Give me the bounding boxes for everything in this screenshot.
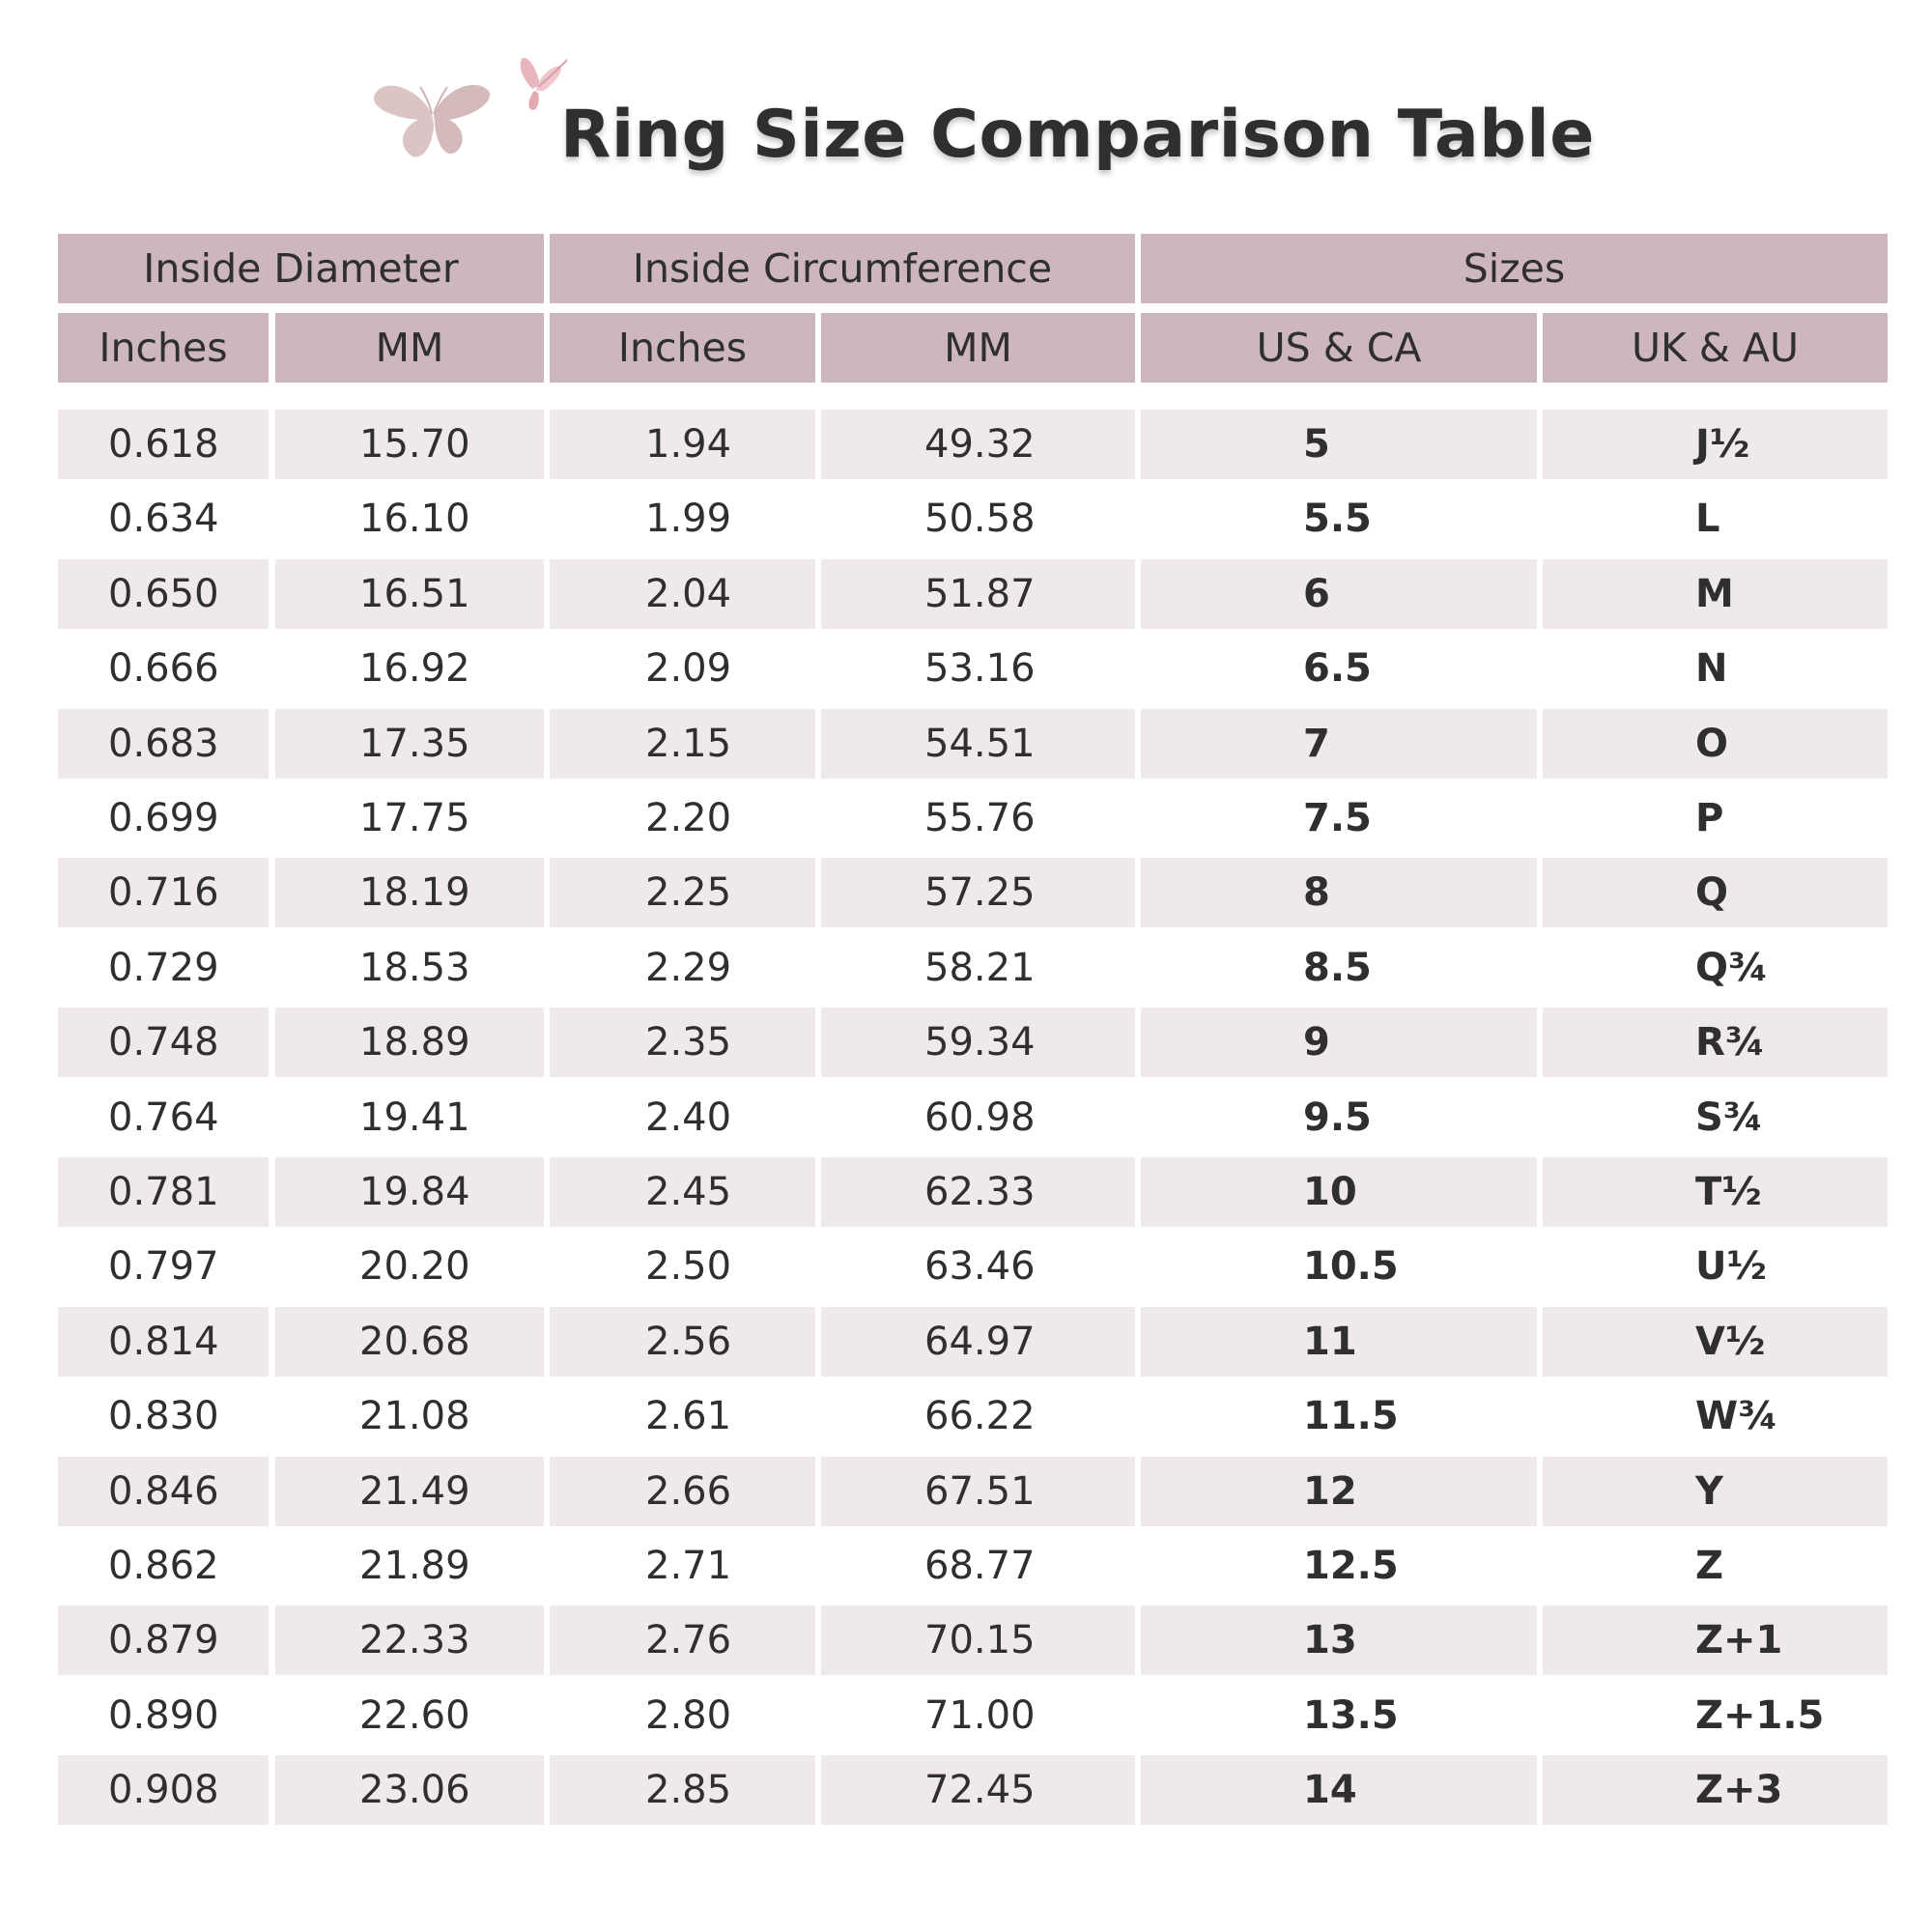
cell-diameter-mm: 20.68 bbox=[275, 1307, 544, 1377]
cell-diameter-mm: 23.06 bbox=[275, 1755, 544, 1825]
cell-diameter-inches: 0.650 bbox=[58, 559, 269, 629]
cell-diameter-inches: 0.862 bbox=[108, 1544, 219, 1588]
table-row bbox=[58, 858, 1888, 927]
column-header-circumference-inches: Inches bbox=[550, 313, 815, 383]
cell-diameter-inches: 0.683 bbox=[58, 709, 269, 779]
cell-uk-au-size: W¾ bbox=[1695, 1394, 1778, 1439]
table-row bbox=[58, 1008, 1888, 1077]
cell-circumference-mm: 72.45 bbox=[821, 1755, 1135, 1825]
cell-diameter-mm: 18.19 bbox=[275, 858, 544, 927]
cell-uk-au-size: U½ bbox=[1695, 1244, 1767, 1290]
cell-circumference-mm: 54.51 bbox=[821, 709, 1135, 779]
table-row bbox=[58, 410, 1888, 479]
table-row bbox=[58, 634, 1888, 703]
group-header-inside-circumference: Inside Circumference bbox=[550, 234, 1135, 303]
cell-circumference-mm: 59.34 bbox=[821, 1008, 1135, 1077]
cell-circumference-mm: 60.98 bbox=[924, 1094, 1036, 1140]
cell-circumference-inches: 2.35 bbox=[550, 1008, 815, 1077]
cell-us-ca-size: 9 bbox=[1141, 1008, 1537, 1077]
table-row bbox=[58, 559, 1888, 629]
cell-uk-au-size: Q bbox=[1543, 858, 1888, 927]
cell-circumference-inches: 2.66 bbox=[550, 1457, 815, 1526]
butterfly-icon bbox=[372, 75, 493, 160]
cell-uk-au-size: N bbox=[1695, 646, 1728, 692]
cell-circumference-mm: 62.33 bbox=[821, 1157, 1135, 1227]
cell-uk-au-size: R¾ bbox=[1543, 1008, 1888, 1077]
cell-circumference-mm: 66.22 bbox=[924, 1394, 1036, 1439]
cell-us-ca-size: 7.5 bbox=[1303, 796, 1372, 840]
cell-diameter-inches: 0.879 bbox=[58, 1605, 269, 1675]
cell-us-ca-size: 8 bbox=[1141, 858, 1537, 927]
table-row bbox=[58, 484, 1888, 554]
cell-us-ca-size: 11.5 bbox=[1303, 1394, 1399, 1439]
cell-circumference-mm: 55.76 bbox=[924, 796, 1036, 840]
table-row bbox=[58, 1457, 1888, 1526]
cell-diameter-mm: 16.51 bbox=[275, 559, 544, 629]
cell-uk-au-size: Z+1 bbox=[1543, 1605, 1888, 1675]
column-header-us-ca: US & CA bbox=[1141, 313, 1537, 383]
cell-uk-au-size: V½ bbox=[1543, 1307, 1888, 1377]
cell-us-ca-size: 10 bbox=[1141, 1157, 1537, 1227]
cell-diameter-inches: 0.908 bbox=[58, 1755, 269, 1825]
table-row bbox=[58, 1755, 1888, 1825]
column-header-diameter-inches: Inches bbox=[58, 313, 269, 383]
cell-diameter-inches: 0.716 bbox=[58, 858, 269, 927]
cell-circumference-inches: 2.25 bbox=[550, 858, 815, 927]
cell-uk-au-size: L bbox=[1695, 497, 1720, 542]
cell-us-ca-size: 9.5 bbox=[1303, 1094, 1372, 1140]
column-header-uk-au: UK & AU bbox=[1543, 313, 1888, 383]
cell-circumference-inches: 2.29 bbox=[645, 945, 732, 990]
table-row bbox=[58, 933, 1888, 1003]
cell-us-ca-size: 7 bbox=[1141, 709, 1537, 779]
cell-uk-au-size: M bbox=[1543, 559, 1888, 629]
cell-us-ca-size: 13 bbox=[1141, 1605, 1537, 1675]
table-row bbox=[58, 1381, 1888, 1451]
table-row bbox=[58, 783, 1888, 853]
cell-circumference-inches: 2.40 bbox=[645, 1094, 732, 1140]
cell-uk-au-size: Z bbox=[1695, 1544, 1724, 1588]
column-header-circumference-mm: MM bbox=[821, 313, 1135, 383]
cell-diameter-inches: 0.748 bbox=[58, 1008, 269, 1077]
cell-us-ca-size: 6.5 bbox=[1303, 646, 1372, 692]
cell-diameter-inches: 0.618 bbox=[58, 410, 269, 479]
cell-diameter-inches: 0.666 bbox=[108, 646, 219, 692]
cell-circumference-inches: 2.85 bbox=[550, 1755, 815, 1825]
cell-us-ca-size: 5.5 bbox=[1303, 497, 1372, 542]
cell-us-ca-size: 14 bbox=[1141, 1755, 1537, 1825]
cell-diameter-mm: 18.89 bbox=[275, 1008, 544, 1077]
cell-circumference-mm: 68.77 bbox=[924, 1544, 1036, 1588]
cell-uk-au-size: P bbox=[1695, 796, 1724, 840]
cell-diameter-inches: 0.781 bbox=[58, 1157, 269, 1227]
cell-us-ca-size: 12.5 bbox=[1303, 1544, 1399, 1588]
cell-circumference-mm: 71.00 bbox=[924, 1692, 1036, 1738]
cell-uk-au-size: Z+3 bbox=[1543, 1755, 1888, 1825]
cell-circumference-inches: 2.50 bbox=[645, 1244, 732, 1290]
cell-us-ca-size: 11 bbox=[1141, 1307, 1537, 1377]
cell-diameter-mm: 19.84 bbox=[275, 1157, 544, 1227]
cell-diameter-mm: 22.60 bbox=[359, 1692, 470, 1738]
cell-diameter-mm: 19.41 bbox=[359, 1094, 470, 1140]
cell-circumference-mm: 57.25 bbox=[821, 858, 1135, 927]
title-area bbox=[0, 0, 1932, 222]
cell-circumference-inches: 2.20 bbox=[645, 796, 732, 840]
table-row bbox=[58, 1307, 1888, 1377]
cell-circumference-mm: 67.51 bbox=[821, 1457, 1135, 1526]
table-row bbox=[58, 1605, 1888, 1675]
cell-uk-au-size: J½ bbox=[1543, 410, 1888, 479]
group-header-inside-diameter: Inside Diameter bbox=[58, 234, 544, 303]
cell-circumference-inches: 2.61 bbox=[645, 1394, 732, 1439]
cell-circumference-inches: 2.15 bbox=[550, 709, 815, 779]
cell-diameter-mm: 21.89 bbox=[359, 1544, 470, 1588]
column-header-diameter-mm: MM bbox=[275, 313, 544, 383]
cell-us-ca-size: 5 bbox=[1141, 410, 1537, 479]
cell-diameter-inches: 0.729 bbox=[108, 945, 219, 990]
page-title: Ring Size Comparison Table bbox=[560, 97, 1595, 173]
table-row bbox=[58, 1157, 1888, 1227]
cell-diameter-inches: 0.846 bbox=[58, 1457, 269, 1526]
cell-circumference-mm: 63.46 bbox=[924, 1244, 1036, 1290]
group-header-sizes: Sizes bbox=[1141, 234, 1888, 303]
cell-uk-au-size: S¾ bbox=[1695, 1094, 1764, 1140]
cell-diameter-mm: 22.33 bbox=[275, 1605, 544, 1675]
column-header-row bbox=[58, 313, 1888, 383]
table-row bbox=[58, 1531, 1888, 1601]
cell-diameter-inches: 0.890 bbox=[108, 1692, 219, 1738]
cell-diameter-mm: 16.10 bbox=[359, 497, 470, 542]
group-header-row bbox=[58, 234, 1888, 303]
table-row bbox=[58, 1232, 1888, 1301]
cell-circumference-mm: 49.32 bbox=[821, 410, 1135, 479]
cell-diameter-mm: 18.53 bbox=[359, 945, 470, 990]
cell-diameter-inches: 0.814 bbox=[58, 1307, 269, 1377]
cell-diameter-mm: 15.70 bbox=[275, 410, 544, 479]
cell-circumference-mm: 50.58 bbox=[924, 497, 1036, 542]
cell-us-ca-size: 12 bbox=[1141, 1457, 1537, 1526]
cell-circumference-inches: 2.09 bbox=[645, 646, 732, 692]
cell-circumference-mm: 51.87 bbox=[821, 559, 1135, 629]
cell-diameter-mm: 20.20 bbox=[359, 1244, 470, 1290]
table-row bbox=[58, 1083, 1888, 1152]
cell-diameter-inches: 0.797 bbox=[108, 1244, 219, 1290]
cell-circumference-inches: 2.45 bbox=[550, 1157, 815, 1227]
cell-diameter-mm: 16.92 bbox=[359, 646, 470, 692]
cell-uk-au-size: O bbox=[1543, 709, 1888, 779]
cell-diameter-inches: 0.699 bbox=[108, 796, 219, 840]
cell-us-ca-size: 10.5 bbox=[1303, 1244, 1399, 1290]
cell-uk-au-size: Z+1.5 bbox=[1695, 1692, 1825, 1738]
cell-circumference-inches: 1.99 bbox=[645, 497, 732, 542]
cell-circumference-mm: 64.97 bbox=[821, 1307, 1135, 1377]
cell-diameter-mm: 21.49 bbox=[275, 1457, 544, 1526]
cell-diameter-mm: 21.08 bbox=[359, 1394, 470, 1439]
cell-diameter-mm: 17.75 bbox=[359, 796, 470, 840]
table-row bbox=[58, 709, 1888, 779]
cell-diameter-inches: 0.830 bbox=[108, 1394, 219, 1439]
cell-diameter-mm: 17.35 bbox=[275, 709, 544, 779]
cell-circumference-inches: 2.71 bbox=[645, 1544, 732, 1588]
cell-diameter-inches: 0.634 bbox=[108, 497, 219, 542]
table-row bbox=[58, 1681, 1888, 1750]
cell-diameter-inches: 0.764 bbox=[108, 1094, 219, 1140]
cell-circumference-mm: 70.15 bbox=[821, 1605, 1135, 1675]
cell-circumference-inches: 2.56 bbox=[550, 1307, 815, 1377]
cell-circumference-inches: 2.80 bbox=[645, 1692, 732, 1738]
cell-uk-au-size: T½ bbox=[1543, 1157, 1888, 1227]
cell-uk-au-size: Q¾ bbox=[1695, 945, 1769, 990]
cell-circumference-mm: 58.21 bbox=[924, 945, 1036, 990]
cell-us-ca-size: 6 bbox=[1141, 559, 1537, 629]
cell-circumference-inches: 1.94 bbox=[550, 410, 815, 479]
cell-circumference-inches: 2.76 bbox=[550, 1605, 815, 1675]
cell-circumference-mm: 53.16 bbox=[924, 646, 1036, 692]
cell-uk-au-size: Y bbox=[1543, 1457, 1888, 1526]
cell-circumference-inches: 2.04 bbox=[550, 559, 815, 629]
cell-us-ca-size: 8.5 bbox=[1303, 945, 1372, 990]
cell-us-ca-size: 13.5 bbox=[1303, 1692, 1399, 1738]
